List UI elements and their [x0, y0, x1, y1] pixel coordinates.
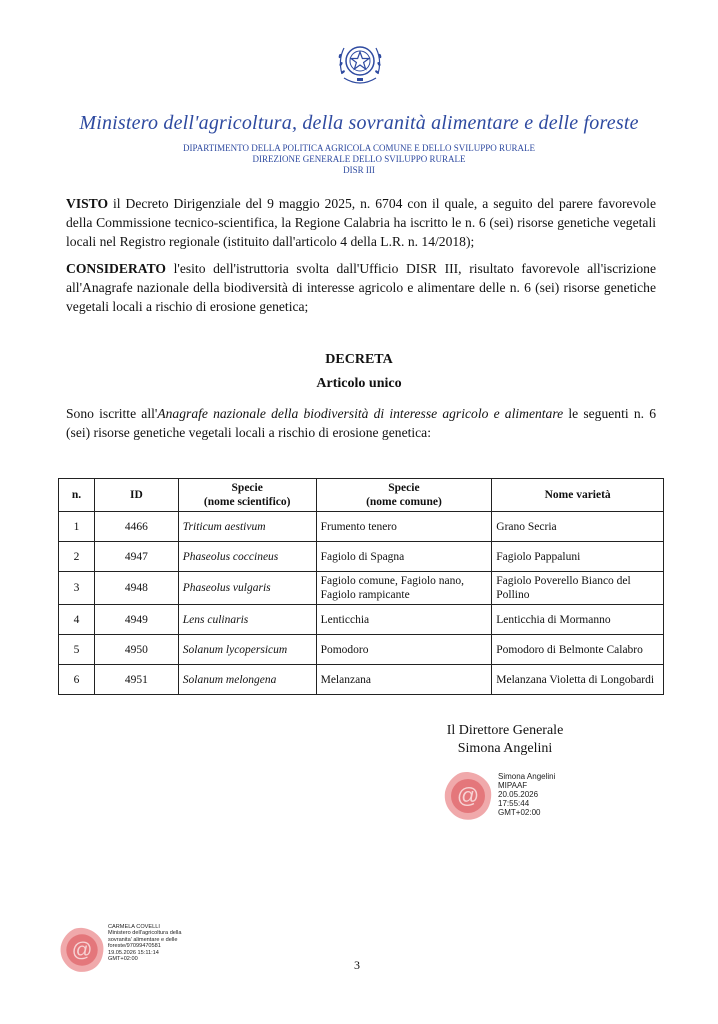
cell-common: Melanzana — [316, 665, 492, 695]
table-row — [59, 605, 664, 635]
cell-variety: Grano Secria — [492, 512, 664, 542]
footer-stamp-text: CARMELA COVELLI Ministero dell'agricoltura della sovranita' alimentare e delle foreste/97099470581 19.05.2026 15:11:14 GMT+02:00 — [108, 924, 182, 963]
cell-variety: Fagiolo Poverello Bianco del Pollino — [492, 572, 664, 605]
cell-scientific: Lens culinaris — [178, 605, 316, 635]
considerato-paragraph — [66, 259, 656, 316]
table-row — [59, 635, 664, 665]
cell-common: Lenticchia — [316, 605, 492, 635]
intro-pre: Sono iscritte all' — [66, 406, 158, 421]
cell-id: 4949 — [94, 605, 178, 635]
header-n: n. — [59, 479, 95, 512]
visto-text: il Decreto Dirigenziale del 9 maggio 2025, n. 6704 con il quale, a seguito del parere favorevole della Commissione tecnico-scientifica, la Regione Calabria ha iscritto le n. 6 (sei) risorse genetiche vegetali locali nel Registro regionale (istituito dall'articolo 4 della L.R. n. 14/2018); — [66, 196, 656, 249]
director-stamp-text: Simona Angelini MIPAAF 20.05.2026 17:55:44 GMT+02:00 — [498, 772, 556, 817]
cell-scientific: Phaseolus coccineus — [178, 542, 316, 572]
cell-scientific: Triticum aestivum — [178, 512, 316, 542]
svg-text:@: @ — [71, 939, 93, 962]
header-scientific: Specie (nome scientifico) — [178, 479, 316, 512]
directorate-line: DIREZIONE GENERALE DELLO SVILUPPO RURALE — [252, 154, 466, 164]
articolo-heading: Articolo unico — [316, 376, 402, 391]
svg-text:@: @ — [456, 783, 480, 808]
decreta-heading: DECRETA — [325, 352, 393, 367]
cell-n: 3 — [59, 572, 95, 605]
visto-label: VISTO — [66, 196, 109, 211]
header-common: Specie (nome comune) — [316, 479, 492, 512]
cell-variety: Melanzana Violetta di Longobardi — [492, 665, 664, 695]
cell-scientific: Solanum lycopersicum — [178, 635, 316, 665]
header-id: ID — [94, 479, 178, 512]
table-header-row — [59, 479, 664, 512]
cell-id: 4947 — [94, 542, 178, 572]
page-number: 3 — [354, 958, 360, 972]
considerato-label: CONSIDERATO — [66, 261, 166, 276]
table-row — [59, 572, 664, 605]
italian-republic-emblem-icon — [336, 34, 384, 88]
cell-n: 5 — [59, 635, 95, 665]
cell-id: 4466 — [94, 512, 178, 542]
cell-variety: Fagiolo Pappaluni — [492, 542, 664, 572]
cell-common: Pomodoro — [316, 635, 492, 665]
footer-signature-seal-icon — [58, 926, 106, 974]
header-variety: Nome varietà — [492, 479, 664, 512]
species-table — [58, 478, 664, 695]
cell-n: 6 — [59, 665, 95, 695]
cell-common: Frumento tenero — [316, 512, 492, 542]
cell-common: Fagiolo comune, Fagiolo nano, Fagiolo rampicante — [316, 572, 492, 605]
office-line: DISR III — [343, 165, 375, 175]
cell-n: 2 — [59, 542, 95, 572]
intro-italic: Anagrafe nazionale della biodiversità di interesse agricolo e alimentare — [157, 406, 564, 421]
decree-intro — [66, 404, 656, 442]
visto-paragraph — [66, 194, 656, 251]
cell-scientific: Solanum melongena — [178, 665, 316, 695]
signatory-name: Simona Angelini — [457, 741, 553, 756]
table-row — [59, 512, 664, 542]
table-row — [59, 542, 664, 572]
ministry-name: Ministero dell'agricoltura, della sovranità alimentare e delle foreste — [79, 112, 639, 134]
cell-n: 1 — [59, 512, 95, 542]
cell-id: 4951 — [94, 665, 178, 695]
cell-scientific: Phaseolus vulgaris — [178, 572, 316, 605]
cell-variety: Pomodoro di Belmonte Calabro — [492, 635, 664, 665]
signatory-title: Il Direttore Generale — [446, 723, 564, 738]
cell-n: 4 — [59, 605, 95, 635]
department-line: DIPARTIMENTO DELLA POLITICA AGRICOLA COMUNE E DELLO SVILUPPO RURALE — [183, 143, 535, 153]
cell-variety: Lenticchia di Mormanno — [492, 605, 664, 635]
intro-post: le seguenti n. 6 (sei) risorse genetiche vegetali locali a rischio di erosione genetica: — [66, 406, 656, 440]
cell-common: Fagiolo di Spagna — [316, 542, 492, 572]
cell-id: 4948 — [94, 572, 178, 605]
digital-signature-seal-icon — [442, 770, 494, 822]
table-row — [59, 665, 664, 695]
considerato-text: l'esito dell'istruttoria svolta dall'Ufficio DISR III, risultato favorevole all'iscrizione all'Anagrafe nazionale della biodiversità di interesse agricolo e alimentare delle n. 6 (sei) risorse genetiche vegetali locali a rischio di erosione genetica; — [66, 261, 656, 314]
cell-id: 4950 — [94, 635, 178, 665]
